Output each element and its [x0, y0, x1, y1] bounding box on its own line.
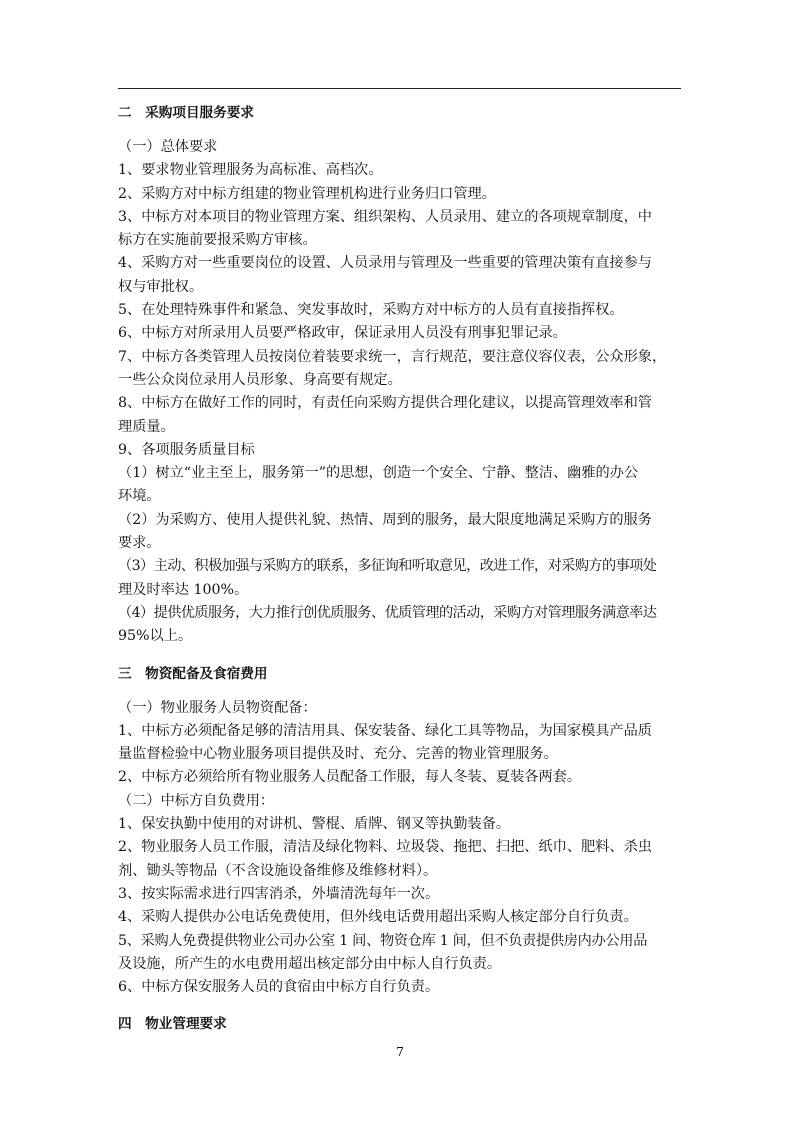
list-item-continued: 标方在实施前要报采购方审核。: [118, 232, 317, 249]
section-heading-4: 四 物业管理要求: [118, 1016, 227, 1033]
list-item: 1、要求物业管理服务为高标准、高档次。: [118, 162, 383, 179]
subsection-title: （一）物业服务人员物资配备：: [118, 699, 317, 716]
sub-list-item-continued: 环境。: [118, 488, 161, 505]
list-item: 7、中标方各类管理人员按岗位着装要求统一，言行规范，要注意仪容仪表，公众形象，: [118, 348, 667, 365]
list-item: 5、采购人免费提供物业公司办公室 1 间、物资仓库 1 间，但不负责提供房内办公用品: [118, 932, 648, 949]
sub-list-item-continued: 要求。: [118, 535, 161, 552]
section-heading-3: 三 物资配备及食宿费用: [118, 665, 268, 682]
section-3-body: [118, 697, 684, 1000]
sub-list-item: （3）主动、积极加强与采购方的联系，多征询和听取意见，改进工作，对采购方的事项处: [118, 558, 657, 575]
list-item: 1、中标方必须配备足够的清洁用具、保安装备、绿化工具等物品，为国家模具产品质: [118, 722, 652, 739]
list-item-continued: 权与审批权。: [118, 278, 204, 295]
list-item: 5、在处理特殊事件和紧急、突发事故时，采购方对中标方的人员有直接指挥权。: [118, 302, 624, 319]
list-item: 6、中标方保安服务人员的食宿由中标方自行负责。: [118, 979, 440, 996]
list-item: 4、采购人提供办公电话免费使用，但外线电话费用超出采购人核定部分自行负责。: [118, 909, 638, 926]
list-item: 2、中标方必须给所有物业服务人员配备工作服，每人冬装、夏装各两套。: [118, 769, 582, 786]
sub-list-item: （4）提供优质服务，大力推行创优质服务、优质管理的活动，采购方对管理服务满意率达: [118, 604, 657, 621]
list-item: 6、中标方对所录用人员要严格政审，保证录用人员没有刑事犯罪记录。: [118, 325, 567, 342]
subsection-title: （一）总体要求: [118, 139, 218, 155]
list-item-continued: 剂、锄头等物品（不含设施设备维修及维修材料）。: [118, 862, 438, 879]
list-item: 2、采购方对中标方组建的物业管理机构进行业务归口管理。: [118, 185, 496, 202]
list-item-continued: 及设施，所产生的水电费用超出核定部分由中标人自行负责。: [118, 955, 502, 972]
list-item: 3、按实际需求进行四害消杀，外墙清洗每年一次。: [118, 885, 440, 902]
subsection-title: （二）中标方自负费用：: [118, 792, 275, 809]
sub-list-item: （1）树立“业主至上，服务第一”的思想，创造一个安全、宁静、整洁、幽雅的办公: [118, 465, 639, 482]
page-number: 7: [396, 1044, 404, 1059]
list-item: 4、采购方对一些重要岗位的设置、人员录用与管理及一些重要的管理决策有直接参与: [118, 255, 652, 272]
list-item: 2、物业服务人员工作服，清洁及绿化物料、垃圾袋、拖把、扫把、纸巾、肥料、杀虫: [118, 839, 652, 856]
sub-list-item: （2）为采购方、使用人提供礼貌、热情、周到的服务，最大限度地满足采购方的服务: [118, 511, 652, 528]
list-item-continued: 理质量。: [118, 418, 175, 435]
list-item: 3、中标方对本项目的物业管理方案、组织架构、人员录用、建立的各项规章制度，中: [118, 208, 652, 225]
header-rule: [118, 88, 681, 89]
sub-list-item-continued: 95%以上。: [118, 628, 193, 645]
list-item-continued: 量监督检验中心物业服务项目提供及时、充分、完善的物业管理服务。: [118, 746, 558, 763]
list-item: 1、保安执勤中使用的对讲机、警棍、盾牌、钢叉等执勤装备。: [118, 816, 511, 833]
document-body: [118, 100, 684, 1037]
sub-list-item-continued: 理及时率达 100%。: [118, 581, 249, 598]
list-item: 8、中标方在做好工作的同时，有责任向采购方提供合理化建议，以提高管理效率和管: [118, 395, 652, 412]
section-2-body: [118, 136, 684, 649]
list-item: 9、各项服务质量目标: [118, 441, 255, 458]
section-heading-2: 二 采购项目服务要求: [118, 105, 254, 121]
list-item-continued: 一些公众岗位录用人员形象、身高要有规定。: [118, 371, 402, 388]
